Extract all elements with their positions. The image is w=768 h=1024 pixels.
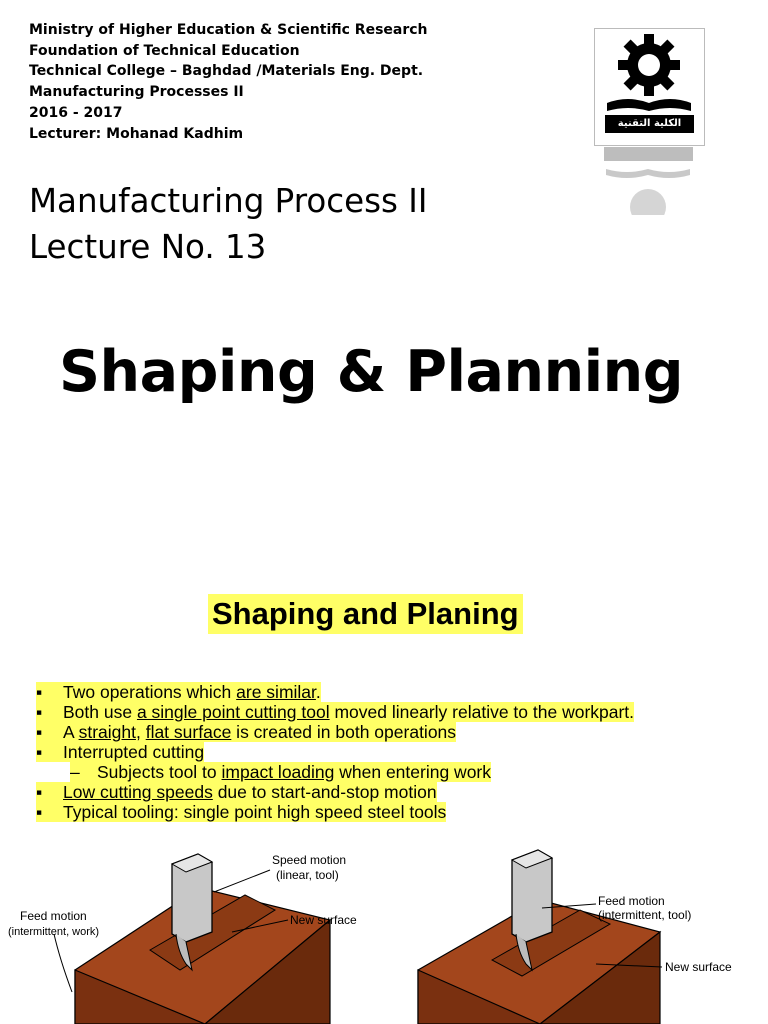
logo-reflection-icon <box>594 145 703 215</box>
underlined-text: are similar <box>236 682 316 702</box>
main-title: Shaping & Planning <box>59 339 684 405</box>
text-segment: . <box>315 682 321 702</box>
logo-reflection <box>594 145 703 215</box>
text-segment: Subjects tool to <box>97 762 222 782</box>
bullet-text: Interrupted cutting <box>63 742 205 762</box>
list-item <box>36 722 634 742</box>
college-logo <box>594 28 705 146</box>
speed-motion-detail: (linear, tool) <box>276 868 339 882</box>
new-surface-label: New surface <box>665 960 732 974</box>
course-line: Manufacturing Processes II <box>29 84 244 101</box>
bullet-marker: ▪ <box>36 722 63 742</box>
lecturer-line: Lecturer: Mohanad Kadhim <box>29 125 244 142</box>
bullet-marker: ▪ <box>36 782 63 802</box>
bullet-text <box>63 702 634 722</box>
list-item <box>36 682 634 702</box>
underlined-text: Low cutting speeds <box>63 782 213 802</box>
underlined-text: impact loading <box>221 762 335 782</box>
course-title: Manufacturing Process II <box>29 182 428 220</box>
list-item <box>36 742 634 762</box>
speed-motion-label: Speed motion <box>272 853 347 867</box>
feed-motion-detail: (intermittent, tool) <box>598 908 692 922</box>
text-segment: when entering work <box>334 762 492 782</box>
sub-bullet-marker: – <box>70 762 97 782</box>
feed-motion-detail: (intermittent, work) <box>8 926 100 938</box>
text-segment: moved linearly relative to the workpart. <box>329 702 635 722</box>
new-surface-label: New surface <box>290 913 357 927</box>
logo-caption: الكلية التقنية بغداد <box>617 118 682 145</box>
bullet-marker: ▪ <box>36 742 63 762</box>
text-segment: is created in both operations <box>231 722 457 742</box>
bullet-list <box>36 682 634 822</box>
lecture-number: Lecture No. 13 <box>29 228 267 266</box>
planing-illustration <box>418 850 732 1024</box>
text-segment: Two operations which <box>63 682 237 702</box>
underlined-text: flat surface <box>145 722 232 742</box>
header-info <box>29 20 428 144</box>
shaping-planing-diagram <box>0 840 768 1024</box>
foundation-line: Foundation of Technical Education <box>29 42 300 59</box>
underlined-text: a single point cutting tool <box>136 702 330 722</box>
list-item <box>36 782 634 802</box>
text-segment: A <box>63 722 79 742</box>
bullet-text <box>63 782 437 802</box>
bullet-text <box>97 762 491 782</box>
shaping-illustration <box>8 853 357 1024</box>
bullet-text <box>63 722 456 742</box>
slide-title: Shaping and Planing <box>208 594 523 634</box>
ministry-line: Ministry of Higher Education & Scientific Research <box>29 22 428 38</box>
feed-motion-label: Feed motion <box>598 894 665 908</box>
lecture-heading <box>29 178 427 270</box>
college-line: Technical College – Baghdad /Materials Eng. Dept. <box>29 63 424 80</box>
leader-line <box>214 870 270 892</box>
bullet-text: Typical tooling: single point high speed steel tools <box>63 802 447 822</box>
year-line: 2016 - 2017 <box>29 104 123 121</box>
text-segment: Both use <box>63 702 137 722</box>
leader-line <box>54 934 72 992</box>
text-segment: , <box>135 722 146 742</box>
underlined-text: straight <box>78 722 136 742</box>
list-item <box>36 702 634 722</box>
text-segment: due to start-and-stop motion <box>212 782 437 802</box>
sub-list-item <box>36 762 634 782</box>
bullet-marker: ▪ <box>36 802 63 822</box>
feed-motion-label: Feed motion <box>20 909 87 923</box>
bullet-marker: ▪ <box>36 682 63 702</box>
list-item <box>36 802 634 822</box>
bullet-marker: ▪ <box>36 702 63 722</box>
bullet-text <box>63 682 321 702</box>
